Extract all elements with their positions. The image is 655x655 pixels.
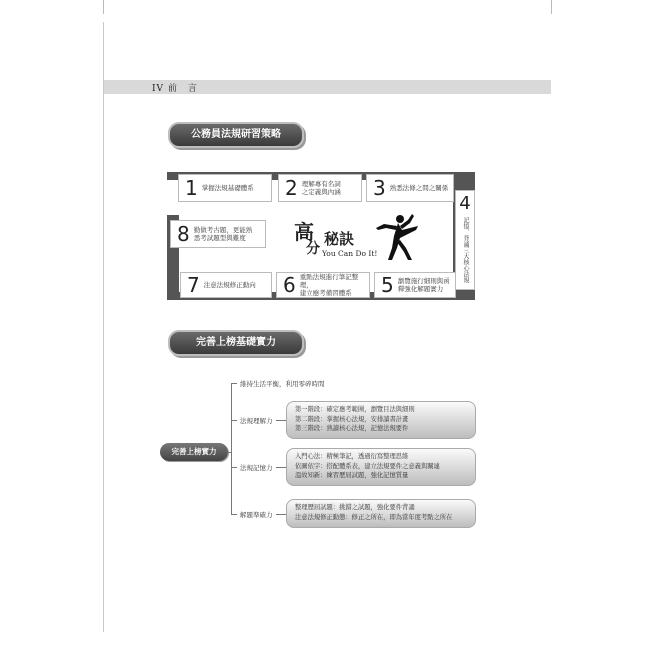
branch-details (286, 499, 476, 528)
step-text: 重點法規進行筆記整理， 建立應考備習體系 (299, 273, 359, 297)
step-text: 熟悉法條之間之關係 (389, 184, 449, 192)
flow-step-5 (374, 272, 456, 298)
connector (231, 467, 237, 468)
step-text: 勤做考古題，更能熟 悉考試題型與難度 (193, 226, 253, 242)
step-text: 掌握法規基礎體系 (201, 184, 254, 192)
flow-center (290, 212, 420, 264)
flow-step-7 (180, 272, 272, 298)
step-text: 記憶、背誦三大核心法規 (462, 217, 469, 283)
step-number: 4 (459, 193, 471, 214)
step-text: 注意法規修正動向 (203, 281, 256, 289)
section-title: 公務員法規研習策略 (168, 122, 304, 148)
detail-line: 注意法規修正動態：修正之所在，即為當年度考點之所在 (295, 513, 453, 521)
connector (276, 467, 286, 468)
step-number: 2 (285, 176, 298, 200)
detail-line: 依圖依字：搭配體系表，建立法規要件之意義與關連 (295, 462, 440, 470)
page-sheet (103, 22, 552, 632)
flow-step-8 (170, 220, 266, 248)
center-title: 秘訣 (324, 230, 355, 248)
detail-line: 第二階段：掌握核心法規，安排讀書計畫 (295, 415, 409, 423)
flow-step-4 (455, 190, 475, 290)
branch-label: 解題準確力 (240, 511, 273, 519)
detail-line: 整理歷屆試題：挑錯之試題，強化要件背誦 (295, 504, 415, 511)
karate-figure-icon (372, 212, 420, 262)
branch-label: 法規理解力 (240, 417, 273, 425)
page-label: IV 前 言 (152, 84, 198, 94)
detail-line: 溫故知新：練習歷屆試題，強化記憶質量 (295, 472, 409, 479)
crop-mark (551, 0, 552, 14)
step-number: 5 (381, 273, 394, 297)
step-number: 1 (185, 176, 198, 200)
tree-top-item: 維持生活平衡，利用零碎時間 (240, 380, 325, 388)
connector (231, 420, 237, 421)
connector (231, 514, 237, 515)
connector (231, 383, 232, 514)
tree-root: 完善上榜實力 (160, 443, 228, 461)
detail-line: 第一階段：確定應考範圍，瀏覽目法與細則 (295, 406, 415, 413)
branch-details (286, 448, 476, 486)
connector (231, 383, 237, 384)
connector (276, 420, 286, 421)
detail-line: 第三階段：熟讀核心法規，記憶法規要件 (295, 425, 409, 432)
center-subtitle: You Can Do It! (322, 249, 378, 258)
crop-mark (103, 0, 104, 14)
center-big-char: 高 (294, 220, 314, 244)
step-text: 理解專有名詞 之定義與內涵 (301, 180, 341, 196)
section-title: 完善上榜基礎實力 (168, 330, 304, 356)
flow-step-3 (366, 174, 454, 202)
step-text: 瀏覽施行細則與函 釋強化解題實力 (397, 277, 450, 293)
flow-step-6 (276, 272, 370, 298)
center-small-char: 分 (306, 241, 320, 257)
step-number: 3 (373, 176, 386, 200)
connector (276, 514, 286, 515)
flow-step-2 (278, 174, 362, 202)
step-number: 8 (177, 222, 190, 246)
step-number: 7 (187, 273, 200, 297)
detail-line: 入門心法：精極筆記，透過衍寫整理思維 (295, 453, 409, 460)
branch-label: 法規記憶力 (240, 464, 273, 472)
step-number: 6 (283, 273, 296, 297)
flow-step-1 (178, 174, 272, 202)
branch-details (286, 401, 476, 439)
